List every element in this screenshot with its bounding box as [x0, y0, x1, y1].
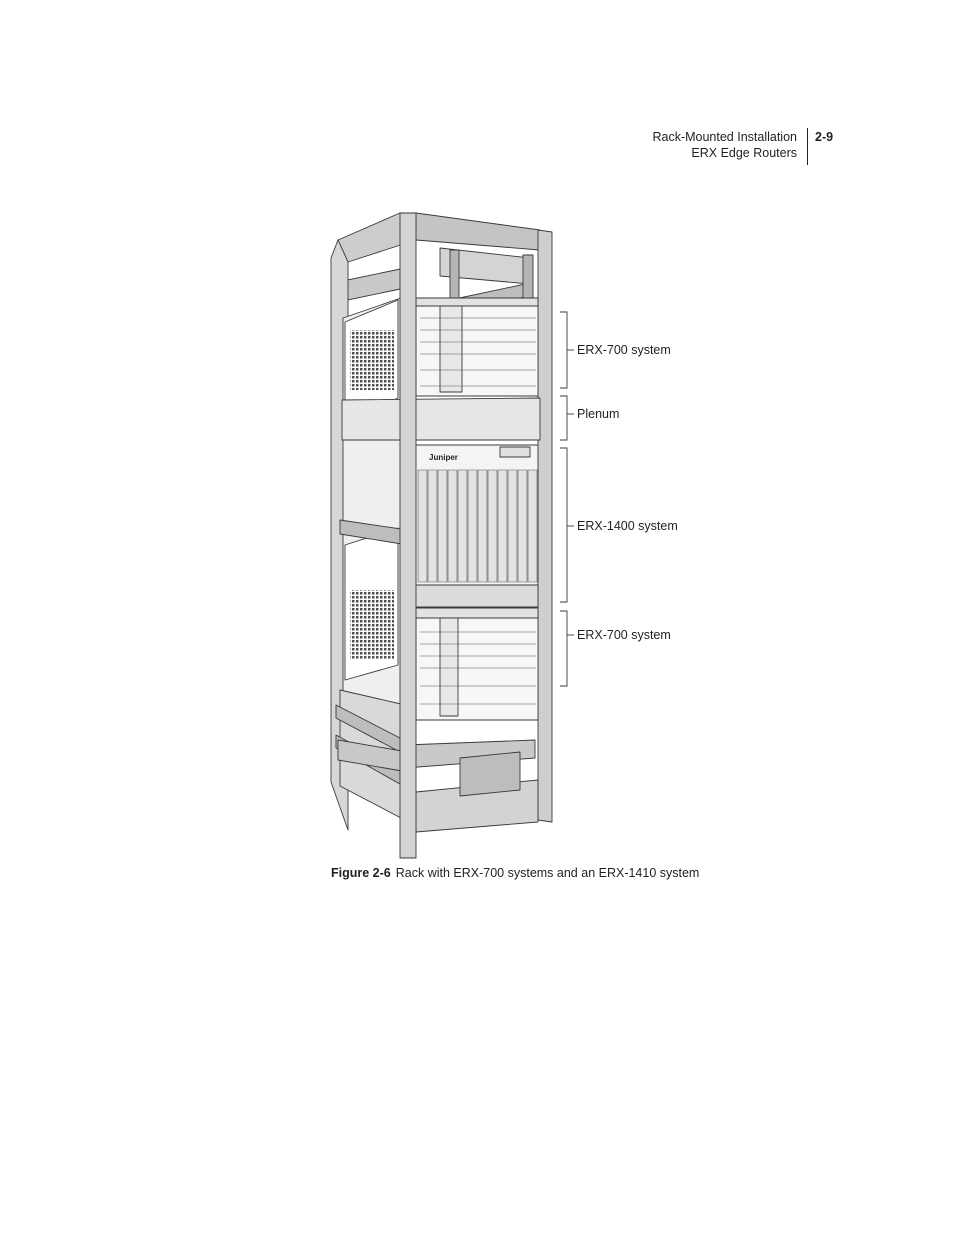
page-number: 2-9: [815, 130, 834, 144]
callout-bottom-erx700: ERX-700 system: [577, 628, 671, 642]
header-divider: [807, 128, 808, 165]
running-header: [652, 130, 797, 161]
callout-erx1400: ERX-1400 system: [577, 519, 678, 533]
callout-top-erx700: ERX-700 system: [577, 343, 671, 357]
callout-plenum: Plenum: [577, 407, 620, 421]
caption-number: Figure 2-6: [331, 866, 391, 880]
figure-caption: [331, 866, 699, 880]
rack-illustration: [330, 212, 890, 864]
chapter-title: ERX Edge Routers: [691, 145, 797, 160]
section-title: Rack-Mounted Installation: [652, 130, 797, 144]
caption-text: Rack with ERX-700 systems and an ERX-1410 system: [395, 866, 700, 880]
juniper-logo: Juniper: [429, 453, 458, 462]
